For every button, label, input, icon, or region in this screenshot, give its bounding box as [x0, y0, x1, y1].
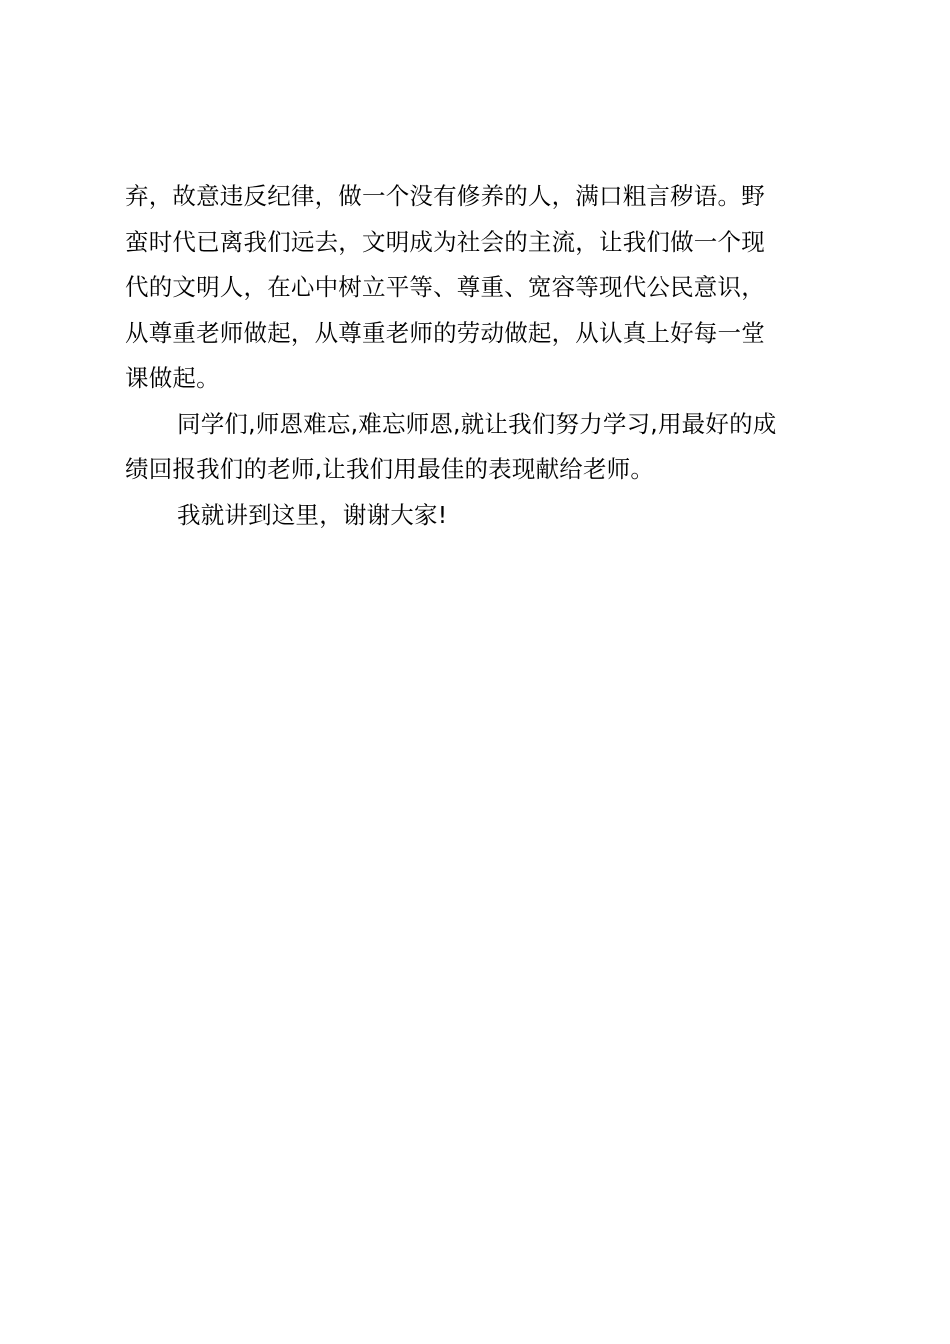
- paragraph-civility: [125, 174, 837, 402]
- text-line: 代的文明人，在心中树立平等、尊重、宽容等现代公民意识，: [125, 273, 765, 301]
- text-line: 绩回报我们的老师,让我们用最佳的表现献给老师。: [125, 455, 655, 483]
- paragraph-teacher-gratitude: [125, 402, 837, 493]
- text-line: 弃，故意违反纪律，做一个没有修养的人，满口粗言秽语。野: [125, 182, 765, 210]
- document-body: [125, 174, 837, 538]
- text-line: 我就讲到这里，谢谢大家!: [177, 500, 448, 529]
- text-line: 从尊重老师做起，从尊重老师的劳动做起，从认真上好每一堂: [125, 318, 765, 347]
- text-line: 蛮时代已离我们远去，文明成为社会的主流，让我们做一个现: [125, 227, 765, 256]
- text-line: 同学们,师恩难忘,难忘师恩,就让我们努力学习,用最好的成: [177, 409, 777, 438]
- text-line: 课做起。: [125, 364, 220, 392]
- paragraph-closing: [125, 493, 837, 539]
